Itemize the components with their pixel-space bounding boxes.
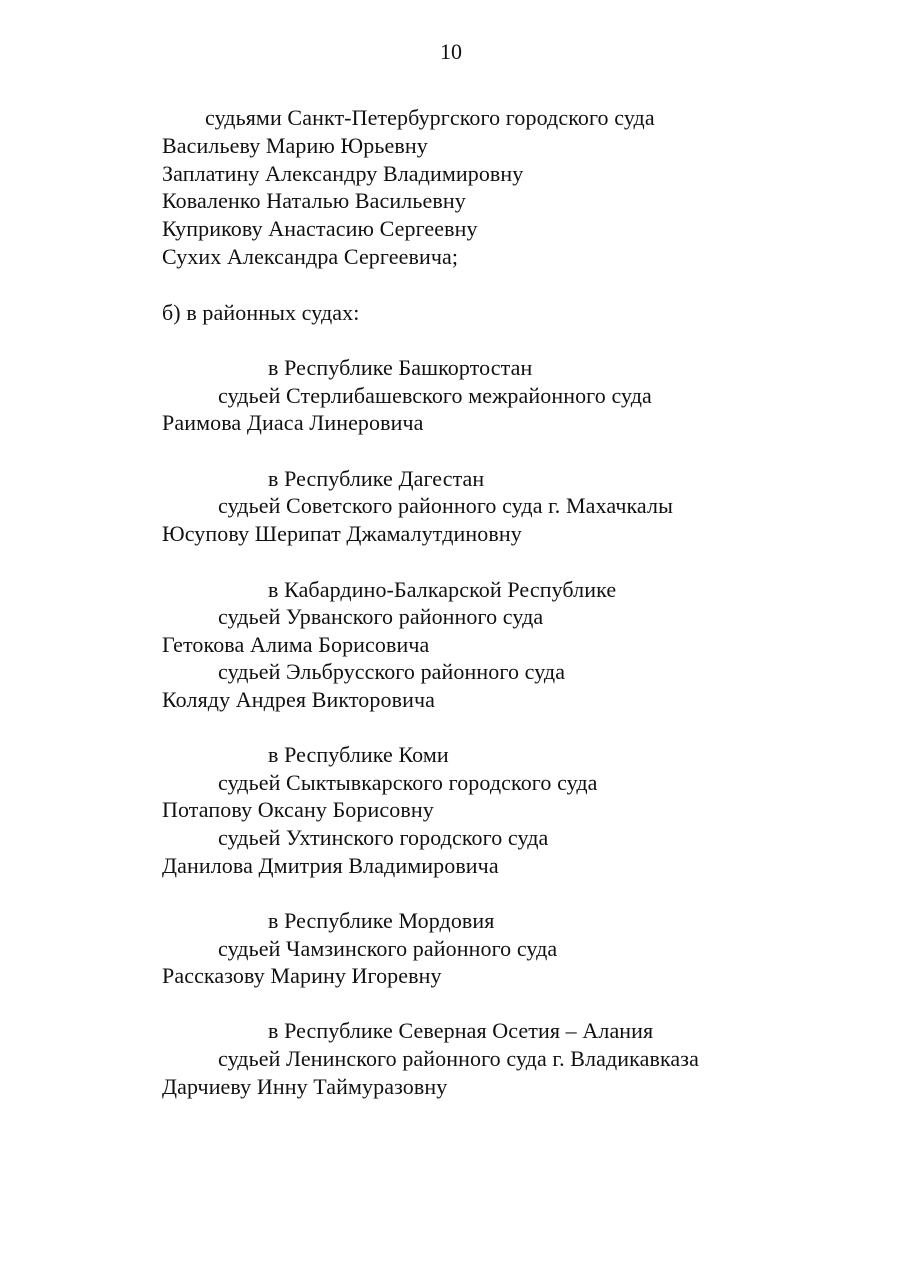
court-line: судьей Стерлибашевского межрайонного суда xyxy=(218,383,652,408)
judge-name: Дарчиеву Инну Таймуразовну xyxy=(162,1074,448,1099)
court-line: судьей Сыктывкарского городского суда xyxy=(218,770,598,795)
court-line: судьей Ленинского районного суда г. Владикавказа xyxy=(218,1046,699,1071)
judge-name: Раимова Диаса Линеровича xyxy=(162,410,424,435)
court-line: судьей Ухтинского городского суда xyxy=(218,825,549,850)
judge-name: Заплатину Александру Владимировну xyxy=(162,161,524,186)
judge-name: Сухих Александра Сергеевича; xyxy=(162,244,459,269)
judge-name: Коляду Андрея Викторовича xyxy=(162,687,435,712)
court-line: судьей Чамзинского районного суда xyxy=(218,936,558,961)
page-number: 10 xyxy=(440,39,462,64)
region-heading: в Кабардино-Балкарской Республике xyxy=(268,577,617,602)
court-line: судьей Советского районного суда г. Махачкалы xyxy=(218,493,673,518)
region-heading: в Республике Дагестан xyxy=(268,466,485,491)
judge-name: Васильеву Марию Юрьевну xyxy=(162,133,428,158)
judge-name: Коваленко Наталью Васильевну xyxy=(162,188,466,213)
region-heading: в Республике Башкортостан xyxy=(268,355,533,380)
judge-name: Рассказову Марину Игоревну xyxy=(162,963,442,988)
judge-name: Данилова Дмитрия Владимировича xyxy=(162,853,499,878)
judge-name: Потапову Оксану Борисовну xyxy=(162,797,434,822)
section-heading: б) в районных судах: xyxy=(162,300,360,325)
judge-name: Юсупову Шерипат Джамалутдиновну xyxy=(162,521,522,546)
judge-name: Гетокова Алима Борисовича xyxy=(162,632,430,657)
court-line: судьями Санкт-Петербургского городского суда xyxy=(205,105,655,130)
region-heading: в Республике Коми xyxy=(268,742,449,767)
court-line: судьей Урванского районного суда xyxy=(218,604,544,629)
court-line: судьей Эльбрусского районного суда xyxy=(218,659,566,684)
region-heading: в Республике Мордовия xyxy=(268,908,495,933)
judge-name: Куприкову Анастасию Сергеевну xyxy=(162,216,478,241)
region-heading: в Республике Северная Осетия – Алания xyxy=(268,1018,654,1043)
